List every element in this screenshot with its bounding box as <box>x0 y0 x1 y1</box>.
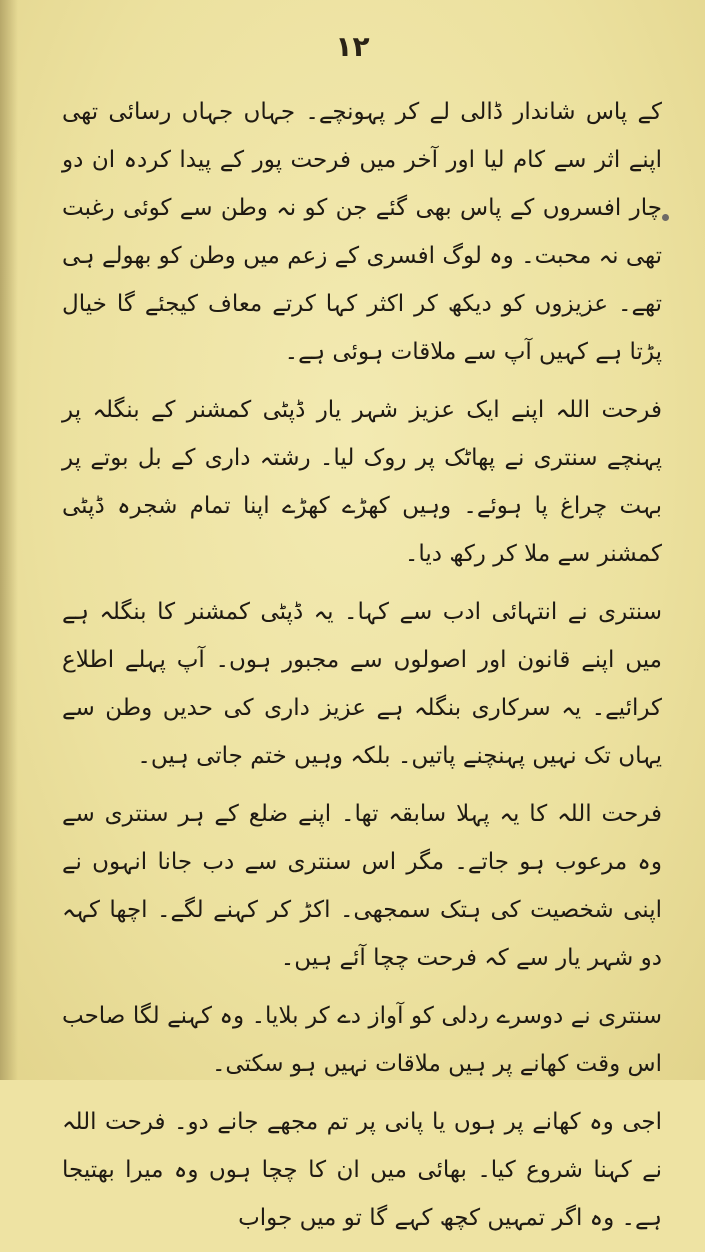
paragraph-5: سنتری نے دوسرے ردلی کو آواز دے کر بلایا۔ وہ کہنے لگا صاحب اس وقت کھانے پر ہیں ملاقات نہیں ہو سکتی۔ <box>62 1003 662 1077</box>
paragraph-1: کے پاس شاندار ڈالی لے کر پہونچے۔ جہاں جہاں رسائی تھی اپنے اثر سے کام لیا اور آخر میں فرحت پور کے پیدا کردہ ان دو چار افسروں کے پاس بھی گئے جن کو نہ وطن سے کوئی رغبت تھی نہ محبت۔ وہ لوگ افسری کے زعم میں وطن کو بھولے ہی تھے۔ عزیزوں کو دیکھ کر اکثر کہا کرتے معاف کیجئے گا خیال پڑتا ہے کہیں آپ سے ملاقات ہوئی ہے۔ <box>62 99 662 365</box>
paragraph-2: فرحت اللہ اپنے ایک عزیز شہر یار ڈپٹی کمشنر کے بنگلہ پر پہنچے سنتری نے پھاٹک پر روک لیا۔ رشتہ داری کے بل بوتے پر بہت چراغ پا ہوئے۔ وہیں کھڑے کھڑے اپنا تمام شجرہ ڈپٹی کمشنر سے ملا کر رکھ دیا۔ <box>62 397 662 567</box>
paper-hole-mark <box>662 214 669 221</box>
paragraph-3: سنتری نے انتہائی ادب سے کہا۔ یہ ڈپٹی کمشنر کا بنگلہ ہے میں اپنے قانون اور اصولوں سے مجبور ہوں۔ آپ پہلے اطلاع کرائیے۔ یہ سرکاری بنگلہ ہے عزیز داری کی حدیں وطن سے یہاں تک نہیں پہنچنے پاتیں۔ بلکہ وہیں ختم جاتی ہیں۔ <box>62 599 662 769</box>
page-binding-shadow <box>0 0 18 1080</box>
page-body <box>62 88 662 1252</box>
paragraph-4: فرحت اللہ کا یہ پہلا سابقہ تھا۔ اپنے ضلع کے ہر سنتری سے وہ مرعوب ہو جاتے۔ مگر اس سنتری سے دب جانا انہوں نے اپنی شخصیت کی ہتک سمجھی۔ اکڑ کر کہنے لگے۔ اچھا کہہ دو شہر یار سے کہ فرحت چچا آئے ہیں۔ <box>62 801 662 971</box>
page-number: ۱۲ <box>335 30 370 63</box>
paragraph-6: اجی وہ کھانے پر ہوں یا پانی پر تم مجھے جانے دو۔ فرحت اللہ نے کہنا شروع کیا۔ بھائی میں ان کا چچا ہوں وہ میرا بھتیجا ہے۔ وہ اگر تمہیں کچھ کہے گا تو میں جواب <box>62 1109 662 1231</box>
